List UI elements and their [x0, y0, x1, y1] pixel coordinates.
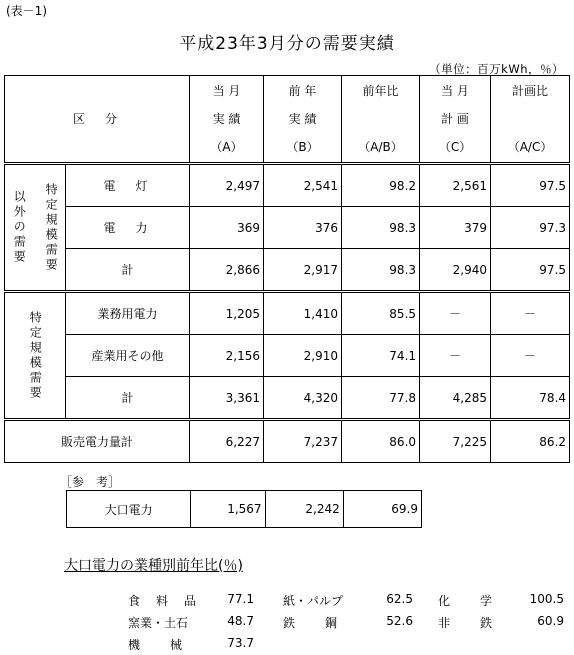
cell-b: 4,320: [264, 377, 342, 420]
cell-ab: 98.3: [342, 207, 420, 249]
header-col-ac: [491, 76, 570, 164]
row-label: 産業用その他: [66, 335, 190, 377]
cell-c: 4,285: [420, 377, 491, 420]
header-col-b: [264, 76, 342, 164]
group2-label-text: 特定規模需要: [28, 310, 43, 401]
header-col-b-line1: 前 年: [288, 84, 317, 98]
industry-name: 窯業・土石: [128, 616, 189, 630]
reference-row-label: 大口電力: [67, 491, 191, 528]
industry-value: 60.9: [537, 614, 564, 628]
row-label: 業務用電力: [66, 292, 190, 335]
total-c: 7,225: [420, 420, 491, 463]
cell-b: 2,541: [264, 164, 342, 207]
group1-label-col2: 以外の需要: [12, 190, 27, 265]
header-col-ac-line2: [491, 105, 569, 133]
row-label: 計: [66, 377, 190, 420]
row-label: 電 灯: [66, 164, 190, 207]
reference-label: ［参 考］: [60, 475, 121, 489]
total-label: 販売電力量計: [5, 420, 190, 463]
group2-label: [5, 292, 66, 420]
table-header-row: [5, 76, 570, 164]
row-label: 計: [66, 249, 190, 292]
total-b: 7,237: [264, 420, 342, 463]
cell-a: 369: [190, 207, 264, 249]
reference-cell-ab: 69.9: [343, 491, 421, 528]
industry-name: 食 料 品: [128, 594, 199, 608]
table-row: [5, 207, 570, 249]
table-row: [5, 249, 570, 292]
cell-c: －: [420, 335, 491, 377]
page-title: 平成23年3月分の需要実績: [179, 34, 395, 54]
cell-ac: 97.3: [491, 207, 570, 249]
group1-label-col1: 特定規模需要: [44, 182, 59, 273]
header-col-c: [420, 76, 491, 164]
header-category: 区 分: [5, 76, 190, 164]
header-col-ab-line2: [342, 105, 419, 133]
cell-ab: 77.8: [342, 377, 420, 420]
total-ab: 86.0: [342, 420, 420, 463]
header-col-ab-line1: 前年比: [362, 84, 399, 98]
cell-a: 2,497: [190, 164, 264, 207]
cell-ab: 85.5: [342, 292, 420, 335]
industry-value: 73.7: [227, 636, 254, 650]
industry-name: 紙・パルプ: [283, 594, 344, 608]
table-row: [5, 292, 570, 335]
demand-table: [4, 75, 570, 463]
table-row: [5, 377, 570, 420]
industry-value: 77.1: [227, 592, 254, 606]
cell-ac: 97.5: [491, 164, 570, 207]
cell-c: －: [420, 292, 491, 335]
industry-name: 化 学: [438, 594, 495, 608]
industry-value: 62.5: [386, 592, 413, 606]
cell-b: 1,410: [264, 292, 342, 335]
cell-b: 2,910: [264, 335, 342, 377]
header-col-b-line3: （B）: [286, 140, 319, 154]
cell-ab: 98.3: [342, 249, 420, 292]
cell-ac: －: [491, 292, 570, 335]
group1-label: [5, 164, 66, 292]
row-label: 電 力: [66, 207, 190, 249]
total-ac: 86.2: [491, 420, 570, 463]
header-col-a-line2: 実 績: [212, 112, 241, 126]
industry-heading: 大口電力の業種別前年比(％): [64, 558, 243, 574]
cell-a: 3,361: [190, 377, 264, 420]
table-row: [5, 164, 570, 207]
reference-row: [67, 491, 422, 528]
cell-b: 2,917: [264, 249, 342, 292]
header-col-c-line1: 当 月: [441, 84, 469, 98]
table-total-row: [5, 420, 570, 463]
industry-name: 非 鉄: [438, 616, 495, 630]
cell-ac: 97.5: [491, 249, 570, 292]
cell-ab: 98.2: [342, 164, 420, 207]
header-col-a-line3: （A）: [210, 140, 243, 154]
header-col-c-line3: （C）: [438, 140, 472, 154]
cell-c: 2,561: [420, 164, 491, 207]
table-label: (表－1): [6, 4, 47, 18]
cell-a: 2,866: [190, 249, 264, 292]
industry-value: 100.5: [529, 592, 564, 606]
header-col-ab: [342, 76, 420, 164]
cell-a: 1,205: [190, 292, 264, 335]
cell-ac: 78.4: [491, 377, 570, 420]
header-col-a: [190, 76, 264, 164]
header-col-b-line2: 実 績: [288, 112, 317, 126]
cell-c: 2,940: [420, 249, 491, 292]
reference-cell-a: 1,567: [191, 491, 265, 528]
header-col-ab-line3: （A/B）: [358, 140, 403, 154]
industry-value: 48.7: [227, 614, 254, 628]
header-col-ac-line1: 計画比: [512, 84, 549, 98]
total-a: 6,227: [190, 420, 264, 463]
header-col-ac-line3: （A/C）: [507, 140, 553, 154]
unit-note: （単位：百万kWh，％）: [429, 62, 564, 76]
reference-cell-b: 2,242: [265, 491, 343, 528]
cell-c: 379: [420, 207, 491, 249]
header-col-c-line2: 計 画: [441, 112, 469, 126]
industry-name: 鉄 鋼: [283, 616, 340, 630]
cell-ab: 74.1: [342, 335, 420, 377]
reference-table: [66, 490, 422, 528]
industry-name: 機 械: [128, 638, 185, 652]
industry-value: 52.6: [386, 614, 413, 628]
cell-b: 376: [264, 207, 342, 249]
table-row: [5, 335, 570, 377]
cell-ac: －: [491, 335, 570, 377]
cell-a: 2,156: [190, 335, 264, 377]
header-col-a-line1: 当 月: [212, 84, 241, 98]
